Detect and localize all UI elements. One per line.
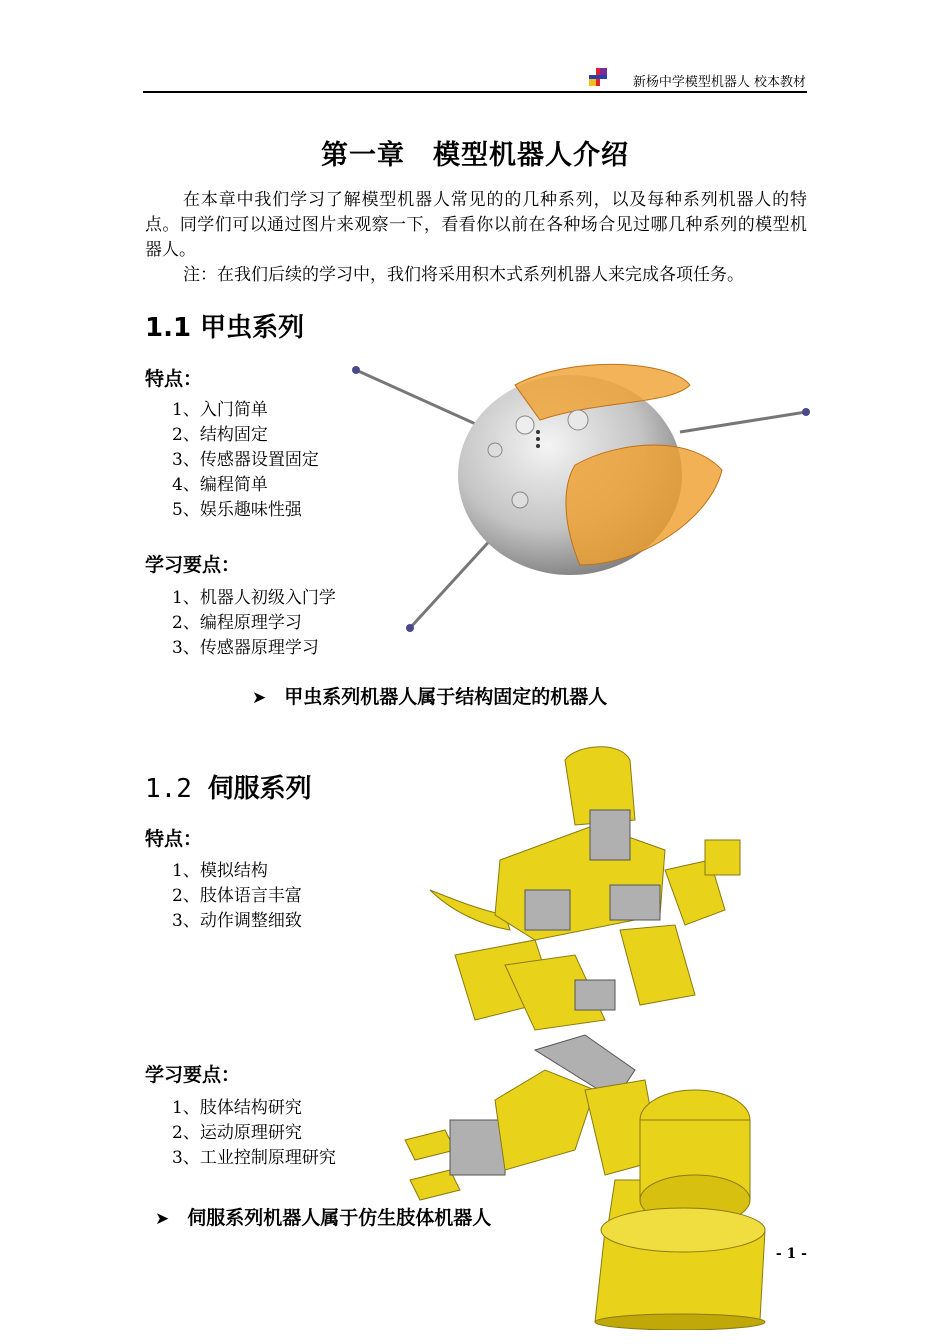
list-item: 1、肢体结构研究	[172, 1098, 302, 1118]
section-1-title: 1.1 甲虫系列	[145, 313, 305, 343]
section-2-features-list	[172, 859, 302, 934]
section-2-title-number: 1.2	[145, 774, 192, 804]
section-1-points-heading: 学习要点：	[145, 554, 241, 576]
list-item: 2、运动原理研究	[172, 1123, 302, 1143]
school-logo-icon	[589, 68, 607, 86]
servo-arm-robot-image	[395, 1030, 780, 1330]
header-title: 新杨中学模型机器人 校本教材	[632, 75, 806, 90]
section-2-callout-text: 伺服系列机器人属于仿生肢体机器人	[187, 1207, 492, 1229]
section-2-title-text: 伺服系列	[207, 774, 312, 804]
list-item: 1、机器人初级入门学	[172, 588, 336, 608]
list-item: 3、工业控制原理研究	[172, 1148, 336, 1168]
list-item: 1、入门简单	[172, 400, 268, 420]
list-item: 5、娱乐趣味性强	[172, 500, 302, 520]
section-2-features-heading: 特点：	[145, 828, 203, 850]
intro-paragraph: 在本章中我们学习了解模型机器人常见的的几种系列，以及每种系列机器人的特点。同学们可以通过图片来观察一下，看看你以前在各种场合见过哪几种系列的模型机器人。	[145, 190, 807, 260]
section-1-features-list	[172, 398, 319, 523]
section-2-title	[145, 768, 312, 805]
beetle-robot-image	[340, 350, 820, 640]
list-item: 3、传感器原理学习	[172, 638, 319, 658]
chapter-title: 第一章 模型机器人介绍	[321, 140, 629, 171]
page-number: - 1 -	[775, 1246, 807, 1262]
list-item: 3、动作调整细致	[172, 911, 302, 931]
section-1-callout-text: 甲虫系列机器人属于结构固定的机器人	[284, 686, 608, 708]
list-item: 4、编程简单	[172, 475, 268, 495]
header-divider	[143, 91, 807, 93]
arrow-bullet-icon: ➤	[252, 688, 267, 708]
servo-dog-robot-image	[425, 740, 785, 1040]
section-2-callout	[155, 1203, 491, 1230]
section-2-points-list	[172, 1096, 336, 1171]
list-item: 3、传感器设置固定	[172, 450, 319, 470]
arrow-bullet-icon: ➤	[155, 1209, 170, 1229]
list-item: 1、模拟结构	[172, 861, 268, 881]
list-item: 2、编程原理学习	[172, 613, 302, 633]
section-2-points-heading: 学习要点：	[145, 1064, 241, 1086]
list-item: 2、结构固定	[172, 425, 268, 445]
list-item: 2、肢体语言丰富	[172, 886, 302, 906]
intro-note: 注：在我们后续的学习中，我们将采用积木式系列机器人来完成各项任务。	[183, 265, 744, 285]
section-1-points-list	[172, 586, 347, 661]
section-1-features-heading: 特点：	[145, 368, 203, 390]
section-1-callout	[252, 682, 607, 709]
